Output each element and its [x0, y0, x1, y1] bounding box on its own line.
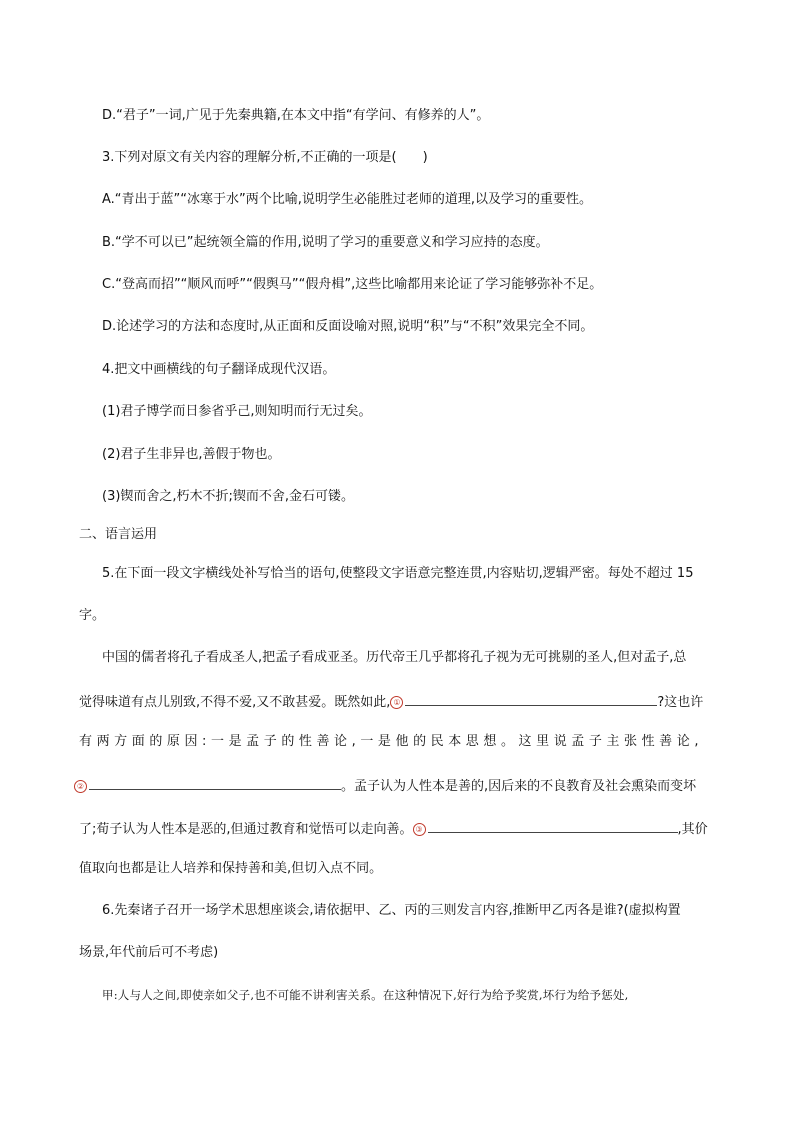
q6-stem-line2: 场景,年代前后可不考虑)	[79, 945, 219, 960]
line3-char: 两	[96, 734, 110, 749]
line3-char: 性	[641, 734, 655, 749]
line3-char: 的	[413, 734, 427, 749]
line3-char: ,	[351, 734, 356, 749]
q5-stem-line1: 5.在下面一段文字横线处补写恰当的语句,使整段文字语意完整连贯,内容贴切,逻辑严密。每处不超过 15	[102, 566, 694, 581]
q3-option-b: B.“学不可以已”起统领全篇的作用,说明了学习的重要意义和学习应持的态度。	[102, 235, 549, 250]
section-heading: 二、语言运用	[79, 527, 158, 542]
q4-item-3: (3)锲而舍之,朽木不折;锲而不舍,金石可镂。	[102, 489, 355, 504]
line3-char: 主	[606, 734, 620, 749]
q5-para-line1: 中国的儒者将孔子看成圣人,把孟子看成亚圣。历代帝王几乎都将孔子视为无可挑剔的圣人,但对孟子,总	[102, 650, 687, 665]
line3-char: 是	[377, 734, 391, 749]
line3-char: 张	[624, 734, 638, 749]
line3-char: 本	[448, 734, 462, 749]
blank-2-marker: ②	[74, 780, 87, 793]
line3-char: 有	[79, 734, 93, 749]
q3-stem: 3.下列对原文有关内容的理解分析,不正确的一项是( )	[102, 150, 428, 165]
q5-para-line4	[74, 775, 696, 796]
line3-char: 论	[334, 734, 348, 749]
line3-char: 面	[131, 734, 145, 749]
q5-para-line5-tail: ,其价	[677, 822, 708, 837]
q4-item-1: (1)君子博学而日参省乎己,则知明而行无过矣。	[102, 404, 372, 419]
line3-char: 子	[263, 734, 277, 749]
line3-char: 子	[588, 734, 602, 749]
q5-para-line3	[79, 733, 699, 751]
line3-char: 一	[360, 734, 374, 749]
line3-char: :	[202, 734, 207, 749]
line3-char: 原	[166, 734, 180, 749]
q5-para-line5-text: 了;荀子认为人性本是恶的,但通过教育和觉悟可以走向善。	[79, 822, 413, 837]
q3-option-c: C.“登高而招”“顺风而呼”“假舆马”“假舟楫”,这些比喻都用来论证了学习能够弥补不足。	[102, 277, 603, 292]
line3-char: 方	[114, 734, 128, 749]
q3-option-a: A.“青出于蓝”“冰寒于水”两个比喻,说明学生必能胜过老师的道理,以及学习的重要性。	[102, 192, 593, 207]
line3-char: 的	[149, 734, 163, 749]
line3-char: 孟	[571, 734, 585, 749]
line3-char: 善	[316, 734, 330, 749]
answer-blank-3[interactable]	[428, 818, 678, 833]
line3-char: 民	[430, 734, 444, 749]
blank-3-marker: ③	[413, 823, 426, 836]
q4-item-2: (2)君子生非异也,善假于物也。	[102, 447, 281, 462]
line3-char: ,	[694, 734, 699, 749]
line3-char: 他	[395, 734, 409, 749]
q5-para-line2-tail: ?这也许	[657, 695, 704, 710]
line3-char: 是	[228, 734, 242, 749]
line3-char: 。	[500, 734, 514, 749]
line3-char: 善	[659, 734, 673, 749]
q5-para-line2-text: 觉得味道有点儿别致,不得不爱,又不敢甚爱。既然如此,	[79, 695, 391, 710]
q6-jia-line1: 甲:人与人之间,即使亲如父子,也不可能不讲利害关系。在这种情况下,好行为给予奖赏,坏行为给予惩处,	[102, 988, 629, 1002]
line3-char: 论	[676, 734, 690, 749]
blank-1-marker: ①	[390, 696, 403, 709]
line3-char: 的	[281, 734, 295, 749]
q5-para-line2	[79, 691, 703, 712]
line3-char: 说	[553, 734, 567, 749]
q5-para-line4-text: 。孟子认为人性本是善的,因后来的不良教育及社会熏染而变坏	[341, 779, 697, 794]
q5-para-line6: 值取向也都是让人培养和保持善和美,但切入点不同。	[79, 861, 383, 876]
line3-char: 想	[483, 734, 497, 749]
q6-stem-line1: 6.先秦诸子召开一场学术思想座谈会,请依据甲、乙、丙的三则发言内容,推断甲乙丙各是谁?(虚拟构置	[102, 903, 681, 918]
line3-char: 里	[536, 734, 550, 749]
line3-char: 性	[298, 734, 312, 749]
q3-option-d: D.论述学习的方法和态度时,从正面和反面设喻对照,说明“积”与“不积”效果完全不同。	[102, 319, 594, 334]
line3-char: 孟	[246, 734, 260, 749]
q5-stem-line2: 字。	[79, 608, 106, 623]
q5-para-line5	[79, 818, 708, 839]
answer-blank-2[interactable]	[89, 775, 341, 790]
line3-char: 思	[465, 734, 479, 749]
line3-char: 一	[211, 734, 225, 749]
q4-stem: 4.把文中画横线的句子翻译成现代汉语。	[102, 362, 336, 377]
answer-blank-1[interactable]	[405, 691, 657, 706]
line3-char: 这	[518, 734, 532, 749]
q2-option-d: D.“君子”一词,广见于先秦典籍,在本文中指“有学问、有修养的人”。	[102, 108, 490, 123]
line3-char: 因	[184, 734, 198, 749]
